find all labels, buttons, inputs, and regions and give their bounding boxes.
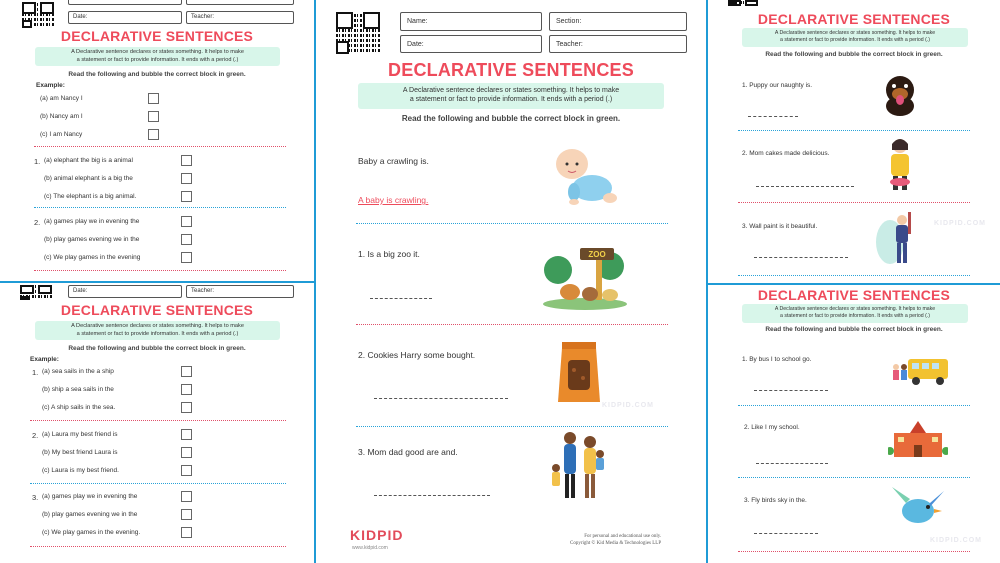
- watermark: KIDPID.COM: [930, 537, 982, 544]
- separator: [738, 405, 970, 406]
- example-answer: A baby is crawling.: [358, 195, 429, 205]
- copyright-line: Copyright © Kid Media & Technologies LLP: [570, 541, 662, 546]
- question-number: 3.: [32, 493, 39, 502]
- separator: [30, 420, 286, 421]
- definition-box: [35, 47, 280, 66]
- question-text: 3. Wall paint is it beautiful.: [742, 223, 818, 230]
- crawling-baby-icon: [548, 146, 618, 208]
- zoo-animals-icon: [540, 240, 630, 310]
- instruction: Read the following and bubble the correct block in green.: [765, 51, 943, 58]
- zoo-sign-text: ZOO: [588, 250, 606, 259]
- option-text: (b) ship a sea sails in the: [42, 386, 114, 393]
- option-text: (b) animal elephant is a big the: [44, 175, 133, 182]
- teacher-field[interactable]: Teacher:: [186, 11, 294, 24]
- definition-line: A Declarative sentence declares or states something. It helps to make: [402, 87, 620, 94]
- qr-code-icon: [22, 2, 54, 28]
- definition-line: a statement or fact to provide information. It ends with a period (.): [76, 330, 239, 337]
- kidpid-logo: KIDPID: [350, 527, 404, 543]
- question-number: 2.: [34, 218, 41, 227]
- answer-line[interactable]: [754, 257, 848, 258]
- definition-line: A Declarative sentence declares or states something. It helps to make: [774, 30, 936, 36]
- birds-icon: [888, 483, 948, 533]
- option-text: (a) games play we in evening the: [42, 493, 138, 500]
- example-label: Example:: [30, 356, 59, 363]
- option-text: (b) My best friend Laura is: [42, 449, 118, 456]
- option-text: (a) games play we in evening the: [44, 218, 140, 225]
- answer-line[interactable]: [754, 390, 828, 391]
- puppy-icon: [878, 72, 922, 118]
- option-text: (a) Laura my best friend is: [42, 431, 118, 438]
- answer-bubble[interactable]: [181, 491, 192, 502]
- worksheet-title: DECLARATIVE SENTENCES: [388, 60, 634, 80]
- qr-code-icon: [336, 12, 380, 54]
- option-text: (b) play games evening we in the: [42, 511, 138, 518]
- definition-line: A Declarative sentence declares or states something. It helps to make: [71, 323, 244, 329]
- worksheet-title: DECLARATIVE SENTENCES: [757, 11, 951, 27]
- option-text: (c) We play games in the evening.: [42, 529, 141, 536]
- question-text: 1. Puppy our naughty is.: [742, 82, 813, 89]
- worksheet-center: [316, 0, 706, 563]
- name-field[interactable]: Name:: [400, 12, 542, 31]
- answer-line[interactable]: [748, 116, 798, 117]
- separator: [356, 223, 668, 224]
- option-text: (b) play games evening we in the: [44, 236, 140, 243]
- definition-line: a statement or fact to provide information. It ends with a period (.): [780, 37, 930, 44]
- answer-bubble[interactable]: [148, 111, 159, 122]
- worksheet-bottom-left: [0, 283, 314, 563]
- qr-code-icon: [728, 0, 758, 6]
- answer-bubble[interactable]: [181, 465, 192, 476]
- name-field[interactable]: [68, 0, 182, 5]
- answer-bubble[interactable]: [181, 447, 192, 458]
- separator: [356, 426, 668, 427]
- definition-box: [742, 28, 968, 47]
- definition-box: [358, 83, 664, 109]
- question-number: 2.: [32, 431, 39, 440]
- worksheet-title: DECLARATIVE SENTENCES: [757, 287, 951, 303]
- school-bus-icon: [890, 355, 950, 389]
- question-text: 1. By bus I to school go.: [742, 356, 812, 363]
- question-number: 1.: [32, 368, 39, 377]
- date-field[interactable]: Date:: [68, 285, 182, 298]
- answer-bubble[interactable]: [181, 402, 192, 413]
- copyright: [570, 533, 661, 547]
- worksheet-title: DECLARATIVE SENTENCES: [60, 28, 254, 44]
- definition-line: A Declarative sentence declares or states something. It helps to make: [774, 306, 936, 312]
- answer-line[interactable]: [370, 298, 432, 299]
- separator: [738, 477, 970, 478]
- answer-bubble[interactable]: [181, 216, 192, 227]
- answer-bubble[interactable]: [148, 93, 159, 104]
- separator: [34, 207, 286, 208]
- section-field[interactable]: [186, 0, 294, 5]
- qr-code-icon: [20, 285, 52, 300]
- answer-bubble[interactable]: [181, 509, 192, 520]
- answer-bubble[interactable]: [181, 191, 192, 202]
- answer-bubble[interactable]: [181, 527, 192, 538]
- teacher-field[interactable]: Teacher:: [549, 35, 687, 53]
- instruction: Read the following and bubble the correct block in green.: [765, 326, 943, 333]
- question-text: 2. Cookies Harry some bought.: [358, 350, 476, 360]
- question-text: 1. Is a big zoo it.: [358, 249, 420, 259]
- date-field[interactable]: Date:: [400, 35, 542, 53]
- mom-with-cake-icon: [880, 136, 920, 192]
- separator: [738, 202, 970, 203]
- question-number: 1.: [34, 157, 41, 166]
- separator: [30, 483, 286, 484]
- definition-box: [35, 321, 280, 340]
- answer-line[interactable]: [754, 533, 818, 534]
- watermark: KIDPID.COM: [602, 402, 654, 409]
- question-text: 3. Mom dad good are and.: [358, 447, 458, 457]
- separator: [738, 551, 970, 552]
- school-building-icon: [888, 419, 948, 461]
- section-field[interactable]: Section:: [549, 12, 687, 31]
- teacher-field[interactable]: Teacher:: [186, 285, 294, 298]
- worksheet-top-left: [0, 0, 314, 281]
- answer-bubble[interactable]: [181, 155, 192, 166]
- instruction: Read the following and bubble the correct block in green.: [68, 71, 246, 78]
- definition-line: a statement or fact to provide information. It ends with a period (.): [76, 56, 239, 63]
- option-text: (b) Nancy am I: [40, 113, 83, 120]
- family-icon: [548, 428, 612, 502]
- question-text: 3. Fly birds sky in the.: [744, 497, 807, 504]
- instruction: Read the following and bubble the correct block in green.: [401, 114, 621, 123]
- example-question: Baby a crawling is.: [358, 156, 429, 166]
- definition-line: A Declarative sentence declares or states something. It helps to make: [71, 49, 244, 55]
- answer-line[interactable]: [374, 495, 490, 496]
- separator: [738, 130, 970, 131]
- answer-bubble[interactable]: [148, 129, 159, 140]
- option-text: (c) We play games in the evening: [44, 254, 141, 261]
- option-text: (c) Laura is my best friend.: [42, 467, 119, 474]
- definition-box: [742, 304, 968, 323]
- answer-bubble[interactable]: [181, 366, 192, 377]
- definition-line: a statement or fact to provide information. It ends with a period (.): [409, 96, 613, 104]
- separator: [356, 324, 668, 325]
- cookie-bag-icon: [556, 340, 602, 406]
- option-text: (a) elephant the big is a animal: [44, 157, 133, 164]
- option-text: (a) sea sails in the a ship: [42, 368, 114, 375]
- answer-bubble[interactable]: [181, 384, 192, 395]
- separator: [30, 546, 286, 547]
- question-text: 2. Like I my school.: [744, 424, 800, 431]
- answer-bubble[interactable]: [181, 173, 192, 184]
- answer-bubble[interactable]: [181, 252, 192, 263]
- answer-line[interactable]: [756, 186, 854, 187]
- instruction: Read the following and bubble the correct block in green.: [68, 345, 246, 352]
- answer-bubble[interactable]: [181, 429, 192, 440]
- definition-line: a statement or fact to provide information. It ends with a period (.): [780, 313, 930, 320]
- separator: [738, 275, 970, 276]
- separator: [34, 270, 286, 271]
- worksheet-bottom-right: [708, 285, 1000, 563]
- worksheet-top-right: [708, 0, 1000, 283]
- option-text: (c) The elephant is a big animal.: [44, 193, 137, 200]
- option-text: (c) A ship sails in the sea.: [42, 404, 116, 411]
- answer-line[interactable]: [756, 463, 828, 464]
- example-label: Example:: [36, 82, 65, 89]
- watermark: KIDPID.COM: [934, 220, 986, 227]
- separator: [34, 146, 286, 147]
- brand-url: www.kidpid.com: [352, 545, 388, 551]
- copyright-line: For personal and educational use only.: [584, 534, 662, 539]
- answer-line[interactable]: [374, 398, 508, 399]
- answer-bubble[interactable]: [181, 234, 192, 245]
- question-text: 2. Mom cakes made delicious.: [742, 150, 830, 157]
- option-text: (a) am Nancy I: [40, 95, 83, 102]
- painter-icon: [876, 208, 920, 268]
- worksheet-title: DECLARATIVE SENTENCES: [60, 302, 254, 318]
- date-field[interactable]: Date:: [68, 11, 182, 24]
- option-text: (c) I am Nancy: [40, 131, 83, 138]
